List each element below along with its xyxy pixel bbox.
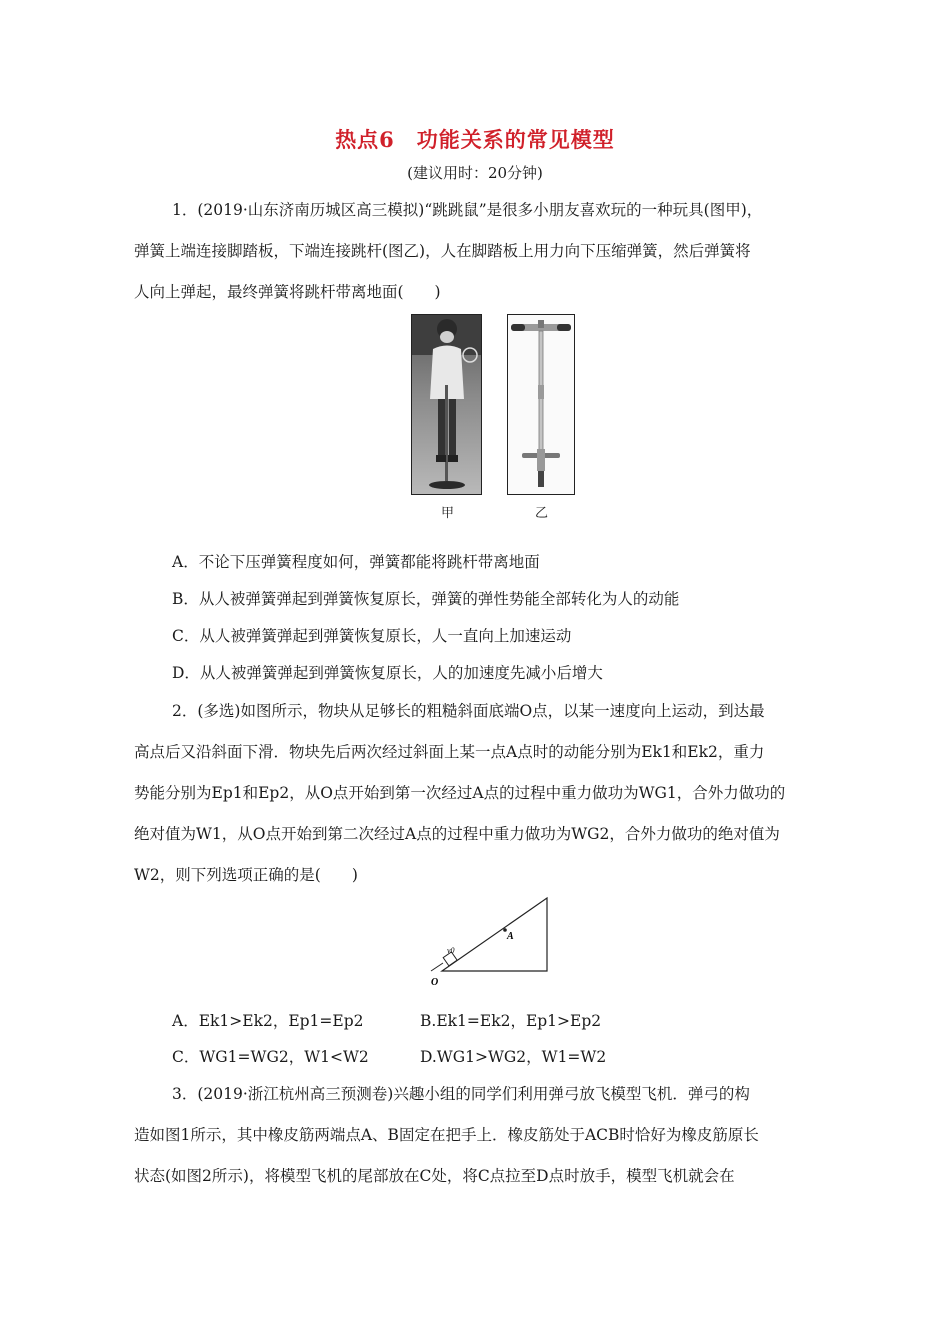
q2-stem-line-3: 势能分别为Ep1和Ep2，从O点开始到第一次经过A点的过程中重力做功为WG1，合外力做功的 (134, 784, 786, 802)
q1-stem-line-3: 人向上弹起，最终弹簧将跳杆带离地面( ) (134, 283, 441, 301)
q1-option-c: C．从人被弹簧弹起到弹簧恢复原长，人一直向上加速运动 (172, 627, 572, 645)
q1-option-d: D．从人被弹簧弹起到弹簧恢复原长，人的加速度先减小后增大 (172, 664, 603, 682)
label-point-a: A (507, 931, 514, 942)
page-title: 热点6 功能关系的常见模型 (335, 127, 615, 152)
q3-stem-line-1: 3．(2019·浙江杭州高三预测卷)兴趣小组的同学们利用弹弓放飞模型飞机．弹弓的构 (172, 1085, 750, 1103)
q1-stem-line-2: 弹簧上端连接脚踏板，下端连接跳杆(图乙)，人在脚踏板上用力向下压缩弹簧，然后弹簧将 (134, 242, 751, 260)
q1-option-b: B．从人被弹簧弹起到弹簧恢复原长，弹簧的弹性势能全部转化为人的动能 (172, 590, 680, 608)
photo-pogo-stick (507, 314, 575, 495)
q2-option-d: D.WG1>WG2，W1=W2 (420, 1048, 607, 1066)
incline-triangle (442, 898, 547, 971)
caption-right-figure: 乙 (535, 506, 549, 521)
incline-diagram (425, 893, 560, 988)
q2-stem-line-5: W2，则下列选项正确的是( ) (134, 866, 358, 884)
velocity-arrow (431, 963, 443, 971)
page-subtitle: (建议用时：20分钟) (407, 164, 543, 182)
q2-option-b: B.Ek1=Ek2，Ep1>Ep2 (420, 1012, 602, 1030)
q2-option-a: A．Ek1>Ek2，Ep1=Ep2 (172, 1012, 364, 1030)
label-initial-velocity: v0 (447, 946, 455, 955)
q3-stem-line-2: 造如图1所示，其中橡皮筋两端点A、B固定在把手上．橡皮筋处于ACB时恰好为橡皮筋原长 (134, 1126, 759, 1144)
q2-stem-line-2: 高点后又沿斜面下滑．物块先后两次经过斜面上某一点A点时的动能分别为Ek1和Ek2，重力 (134, 743, 765, 761)
q2-option-c: C．WG1=WG2，W1<W2 (172, 1048, 369, 1066)
caption-left-figure: 甲 (441, 506, 455, 521)
photo-child-pogo-graphic (412, 315, 481, 494)
photo-child-pogo (411, 314, 482, 495)
q1-option-a: A．不论下压弹簧程度如何，弹簧都能将跳杆带离地面 (172, 553, 540, 571)
q2-stem-line-1: 2．(多选)如图所示，物块从足够长的粗糙斜面底端O点，以某一速度向上运动，到达最 (172, 702, 765, 720)
label-point-o: O (431, 977, 439, 988)
photo-pogo-stick-graphic (508, 315, 574, 494)
q2-stem-line-4: 绝对值为W1，从O点开始到第二次经过A点的过程中重力做功为WG2，合外力做功的绝对值为 (134, 825, 780, 843)
q3-stem-line-3: 状态(如图2所示)，将模型飞机的尾部放在C处，将C点拉至D点时放手，模型飞机就会在 (134, 1167, 735, 1185)
q1-stem-line-1: 1．(2019·山东济南历城区高三模拟)“跳跳鼠”是很多小朋友喜欢玩的一种玩具(图甲)， (172, 201, 763, 219)
